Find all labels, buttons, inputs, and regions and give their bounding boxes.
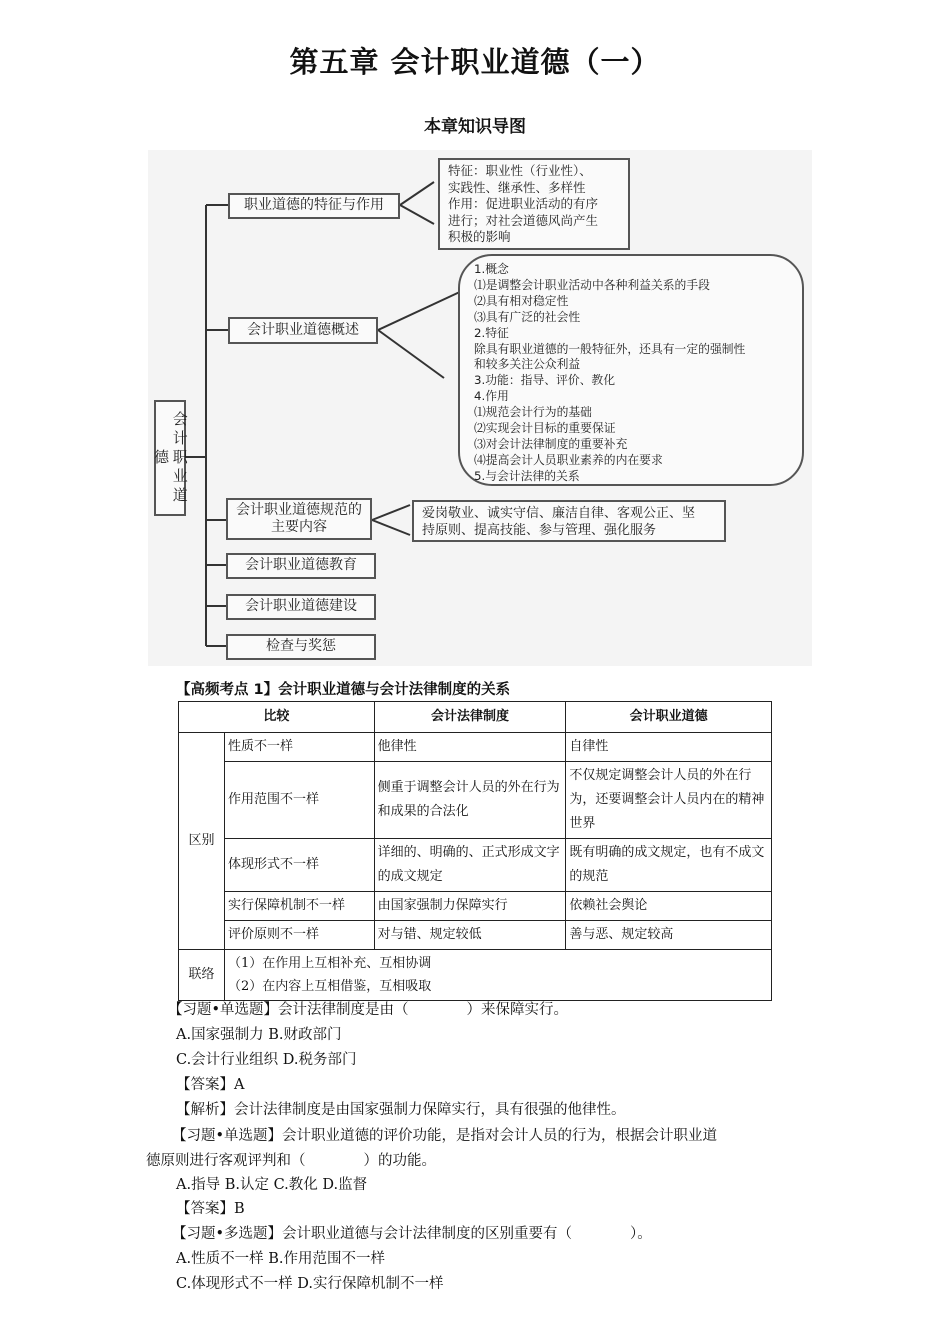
row-item: 体现形式不一样: [224, 839, 374, 892]
detail-line: 2.特征: [474, 325, 509, 340]
header-law: 会计法律制度: [374, 702, 566, 733]
detail-line: ⑶具有广泛的社会性: [474, 309, 581, 324]
table-row: [179, 839, 772, 892]
row-law: 对与错、规定较低: [374, 921, 566, 950]
row-law: 他律性: [374, 733, 566, 762]
option-line: A.指导 B.认定 C.教化 D.监督: [176, 1177, 368, 1193]
detail-line: 3.功能：指导、评价、教化: [474, 373, 616, 388]
links-cell: [224, 950, 771, 1001]
header-ethics: 会计职业道德: [566, 702, 772, 733]
row-ethics: 不仅规定调整会计人员的外在行为，还要调整会计人员内在的精神世界: [566, 762, 772, 839]
question-line: 【习题•单选题】会计职业道德的评价功能，是指对会计人员的行为，根据会计职业道: [172, 1128, 718, 1144]
detail-line: ⑴规范会计行为的基础: [474, 405, 592, 420]
row-item: 作用范围不一样: [224, 762, 374, 839]
detail-line: 4.作用: [474, 389, 509, 404]
mindmap-root-node: [152, 400, 189, 516]
detail-line: ⑵实现会计目标的重要保证: [474, 421, 616, 436]
group-diff-cell: 区别: [179, 733, 225, 950]
detail-line: 和较多关注公众利益: [474, 357, 581, 372]
branch-construction: [226, 594, 376, 620]
row-ethics: 既有明确的成文规定，也有不成文的规范: [566, 839, 772, 892]
detail-line: 积极的影响: [448, 229, 511, 244]
table-row: [179, 950, 772, 1001]
option-line: C.体现形式不一样 D.实行保障机制不一样: [176, 1276, 444, 1292]
branch-main-content: [226, 498, 372, 540]
branch-inspection: [226, 634, 376, 660]
detail-line: 特征：职业性（行业性）、: [448, 163, 592, 178]
table-row: [179, 762, 772, 839]
detail-line: 5.与会计法律的关系: [474, 468, 580, 483]
table-row: [179, 733, 772, 762]
answer-line: 【答案】A: [176, 1077, 245, 1093]
detail-line: 1.概念: [474, 262, 509, 276]
branch-features-and-roles: [228, 193, 400, 219]
row-item: 性质不一样: [224, 733, 374, 762]
knowledge-mindmap: [148, 150, 812, 666]
question-line: 德原则进行客观评判和（ ）的功能。: [146, 1153, 436, 1169]
row-item: 评价原则不一样: [224, 921, 374, 950]
detail-line: ⑵具有相对稳定性: [474, 293, 569, 308]
branch-label: 检查与奖惩: [266, 638, 336, 655]
branch-education: [226, 553, 376, 579]
detail-features-box: [438, 158, 630, 250]
detail-line: 爱岗敬业、诚实守信、廉洁自律、客观公正、坚: [422, 506, 696, 521]
detail-line: 实践性、继承性、多样性: [448, 179, 586, 195]
row-law: 详细的、明确的、正式形成文字的成文规定: [374, 839, 566, 892]
row-ethics: 依赖社会舆论: [566, 892, 772, 921]
detail-line: 作用：促进职业活动的有序: [448, 196, 599, 211]
branch-overview: [228, 317, 378, 344]
table-row: [179, 921, 772, 950]
chapter-title: 第五章 会计职业道德（一）: [289, 45, 661, 79]
row-ethics: 善与恶、规定较高: [566, 921, 772, 950]
group-link-cell: 联络: [179, 950, 225, 1001]
detail-line: 进行；对社会道德风尚产生: [448, 212, 599, 228]
option-line: A.国家强制力 B.财政部门: [176, 1027, 342, 1043]
row-law: 由国家强制力保障实行: [374, 892, 566, 921]
branch-label-line: 会计职业道德规范的: [236, 501, 362, 518]
branch-label: 会计职业道德建设: [245, 598, 357, 615]
detail-line: ⑶对会计法律制度的重要补充: [474, 436, 628, 451]
header-compare: 比较: [179, 702, 375, 733]
option-line: C.会计行业组织 D.税务部门: [176, 1052, 357, 1068]
detail-line: ⑷提高会计人员职业素养的内在要求: [474, 452, 663, 467]
option-line: A.性质不一样 B.作用范围不一样: [176, 1251, 385, 1267]
section-heading: 【高频考点 1】会计职业道德与会计法律制度的关系: [176, 682, 511, 698]
branch-label: 职业道德的特征与作用: [244, 197, 384, 214]
detail-line: ⑴是调整会计职业活动中各种利益关系的手段: [474, 277, 710, 292]
table-row: [179, 892, 772, 921]
mindmap-subtitle: 本章知识导图: [424, 117, 526, 137]
answer-line: 【答案】B: [176, 1201, 245, 1217]
row-law: 侧重于调整会计人员的外在行为和成果的合法化: [374, 762, 566, 839]
row-item: 实行保障机制不一样: [224, 892, 374, 921]
question-line: 【习题•单选题】会计法律制度是由（ ）来保障实行。: [168, 1002, 569, 1018]
detail-overview-box: [458, 254, 804, 486]
detail-line: 除具有职业道德的一般特征外，还具有一定的强制性: [474, 341, 746, 356]
link-item: （2）在内容上互相借鉴，互相吸取: [227, 979, 432, 994]
row-ethics: 自律性: [566, 733, 772, 762]
detail-line: 持原则、提高技能、参与管理、强化服务: [422, 523, 657, 538]
branch-label: 会计职业道德概述: [247, 321, 359, 338]
detail-content-box: [412, 500, 726, 542]
explanation-line: 【解析】会计法律制度是由国家强制力保障实行，具有很强的他律性。: [176, 1102, 626, 1118]
link-item: （1）在作用上互相补充、互相协调: [227, 956, 432, 971]
comparison-table: [178, 701, 772, 1001]
mindmap-root-label: 会计职业道德: [152, 410, 189, 506]
branch-label-line: 主要内容: [271, 519, 327, 535]
branch-label: 会计职业道德教育: [245, 557, 357, 574]
table-header-row: [179, 702, 772, 733]
question-line: 【习题•多选题】会计职业道德与会计法律制度的区别重要有（ ）。: [172, 1226, 652, 1242]
